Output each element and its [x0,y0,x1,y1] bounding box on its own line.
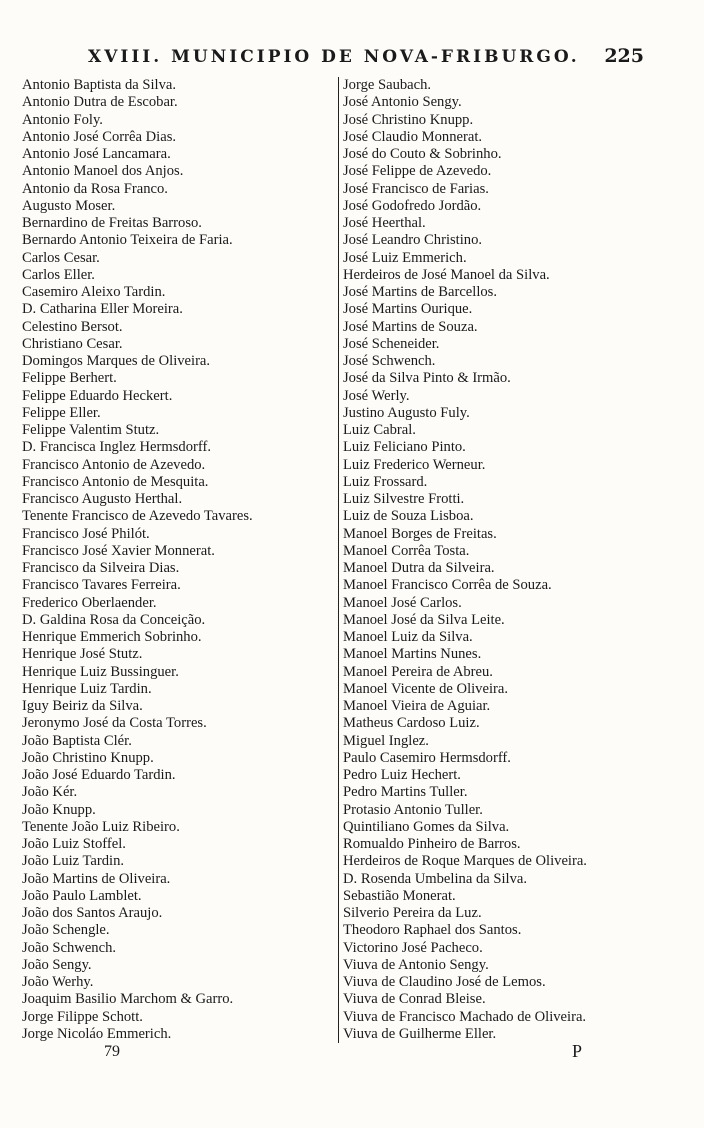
list-item: Jorge Filippe Schott. [22,1008,143,1025]
list-item: Francisco José Philót. [22,525,150,542]
list-item: Viuva de Claudino José de Lemos. [343,974,546,990]
list-item: Henrique José Stutz. [22,646,143,663]
list-item: Augusto Moser. [22,197,116,214]
list-item: Henrique Emmerich Sobrinho. [22,629,202,645]
list-item: Antonio Foly. [22,111,103,128]
list-item: Tenente João Luiz Ribeiro. [22,818,180,835]
list-item: Carlos Cesar. [22,249,100,266]
list-item: José do Couto & Sobrinho. [343,146,502,162]
list-item: Manoel Borges de Freitas. [343,525,497,542]
list-item: Viuva de Guilherme Eller. [343,1025,497,1042]
list-item: José Schwench. [343,353,436,369]
list-item: José Felippe de Azevedo. [343,163,492,180]
list-item: Luiz Frederico Werneur. [343,456,486,473]
list-item: Romualdo Pinheiro de Barros. [343,836,521,852]
list-item: Justino Augusto Fuly. [343,404,470,421]
list-item: Herdeiros de Roque Marques de Oliveira. [343,853,587,870]
list-item: João Schengle. [22,922,110,939]
list-item: Pedro Luiz Hechert. [343,767,461,783]
list-item: João Schwench. [22,939,117,956]
list-item: José Martins de Barcellos. [343,284,498,300]
list-item: José Antonio Sengy. [343,94,462,111]
list-item: Jorge Saubach. [343,77,432,93]
list-item: Silverio Pereira da Luz. [343,905,482,921]
list-item: Domingos Marques de Oliveira. [22,353,211,369]
list-item: João Knupp. [22,801,96,818]
list-item: Antonio José Lancamara. [22,146,171,162]
list-item: João Christino Knupp. [22,749,154,766]
page-header [0,47,704,77]
page-title: XVIII. MUNICIPIO DE NOVA-FRIBURGO. [88,47,580,67]
list-item: Pedro Martins Tuller. [343,784,468,801]
gathering-letter: P [572,1041,583,1061]
list-item: Manoel Vicente de Oliveira. [343,680,508,697]
list-item: Manoel Martins Nunes. [343,646,482,663]
list-item: Paulo Casemiro Hermsdorff. [343,749,511,766]
list-item: Jeronymo José da Costa Torres. [22,715,207,732]
list-item: João Kér. [22,784,78,801]
list-item: Felippe Eller. [22,404,101,421]
list-item: Luiz Cabral. [343,422,416,438]
list-item: Celestino Bersot. [22,318,123,335]
list-item: Jorge Nicoláo Emmerich. [22,1025,172,1042]
list-item: José Martins Ourique. [343,301,473,318]
list-item: Carlos Eller. [22,266,95,283]
list-item: Viuva de Antonio Sengy. [343,956,489,973]
list-item: Quintiliano Gomes da Silva. [343,818,510,835]
list-item: José da Silva Pinto & Irmão. [343,370,511,387]
list-item: Felippe Eduardo Heckert. [22,387,173,404]
list-item: Luiz de Souza Lisboa. [343,508,474,525]
list-item: José Luiz Emmerich. [343,249,467,266]
list-item: Miguel Inglez. [343,732,429,749]
list-item: João Luiz Tardin. [22,853,125,870]
list-item: José Scheneider. [343,335,440,352]
list-item: Antonio Baptista da Silva. [22,77,177,93]
list-item: José Claudio Monnerat. [343,128,483,145]
list-item: João Werhy. [22,974,94,990]
list-item: Tenente Francisco de Azevedo Tavares. [22,508,253,525]
list-item: Francisco Tavares Ferreira. [22,577,181,594]
right-name-column [338,77,693,1043]
list-item: Manoel José da Silva Leite. [343,611,505,628]
list-item: Manoel Pereira de Abreu. [343,663,493,680]
list-item: João Sengy. [22,956,92,973]
list-item: Casemiro Aleixo Tardin. [22,284,166,300]
list-item: Francisco Antonio de Azevedo. [22,456,206,473]
list-item: Felippe Berhert. [22,370,117,387]
list-item: Luiz Frossard. [343,473,428,490]
list-item: Manoel Dutra da Silveira. [343,560,495,576]
list-item: Manoel Corrêa Tosta. [343,542,470,559]
left-name-column [22,77,332,1043]
list-item: Luiz Feliciano Pinto. [343,439,466,456]
list-item: Francisco José Xavier Monnerat. [22,542,215,559]
list-item: João Paulo Lamblet. [22,887,142,904]
list-item: Theodoro Raphael dos Santos. [343,922,522,939]
page-number: 225 [604,45,644,67]
list-item: Manoel Luiz da Silva. [343,629,473,645]
list-item: D. Catharina Eller Moreira. [22,301,183,318]
list-item: Frederico Oberlaender. [22,594,157,611]
list-item: Viuva de Francisco Machado de Oliveira. [343,1008,587,1025]
list-item: Manoel José Carlos. [343,594,462,611]
list-item: Francisco da Silveira Dias. [22,560,180,576]
list-item: Bernardo Antonio Teixeira de Faria. [22,232,233,249]
list-item: Antonio Manoel dos Anjos. [22,163,184,180]
list-item: Antonio da Rosa Franco. [22,180,168,197]
list-item: João Martins de Oliveira. [22,870,171,887]
list-item: Sebastião Monerat. [343,887,456,904]
list-item: D. Rosenda Umbelina da Silva. [343,870,528,887]
list-item: Francisco Antonio de Mesquita. [22,473,209,490]
list-item: João José Eduardo Tardin. [22,767,176,783]
list-item: Joaquim Basilio Marchom & Garro. [22,991,234,1008]
list-item: Henrique Luiz Tardin. [22,680,152,697]
list-item: Felippe Valentim Stutz. [22,422,160,438]
list-item: José Godofredo Jordão. [343,197,482,214]
list-item: Antonio José Corrêa Dias. [22,128,177,145]
list-item: Manoel Francisco Corrêa de Souza. [343,577,552,594]
list-item: Matheus Cardoso Luiz. [343,715,480,732]
list-item: João dos Santos Araujo. [22,905,163,921]
list-item: Bernardino de Freitas Barroso. [22,215,202,231]
list-item: Henrique Luiz Bussinguer. [22,663,179,680]
list-item: Victorino José Pacheco. [343,939,483,956]
list-item: Viuva de Conrad Bleise. [343,991,486,1008]
list-item: José Werly. [343,387,410,404]
list-item: Francisco Augusto Herthal. [22,491,183,507]
list-item: José Martins de Souza. [343,318,478,335]
list-item: José Leandro Christino. [343,232,483,249]
list-item: José Francisco de Farias. [343,180,489,197]
list-item: Luiz Silvestre Frotti. [343,491,465,507]
list-item: Protasio Antonio Tuller. [343,801,483,818]
list-item: D. Francisca Inglez Hermsdorff. [22,439,211,456]
list-item: Manoel Vieira de Aguiar. [343,698,491,714]
list-item: Herdeiros de José Manoel da Silva. [343,266,550,283]
list-item: Christiano Cesar. [22,335,123,352]
list-item: João Baptista Clér. [22,732,132,749]
signature-mark: 79 [104,1043,120,1060]
list-item: Antonio Dutra de Escobar. [22,94,178,111]
list-item: José Christino Knupp. [343,111,474,128]
list-item: D. Galdina Rosa da Conceição. [22,611,206,628]
list-item: João Luiz Stoffel. [22,836,126,852]
list-item: Iguy Beiriz da Silva. [22,698,143,714]
list-item: José Heerthal. [343,215,426,231]
